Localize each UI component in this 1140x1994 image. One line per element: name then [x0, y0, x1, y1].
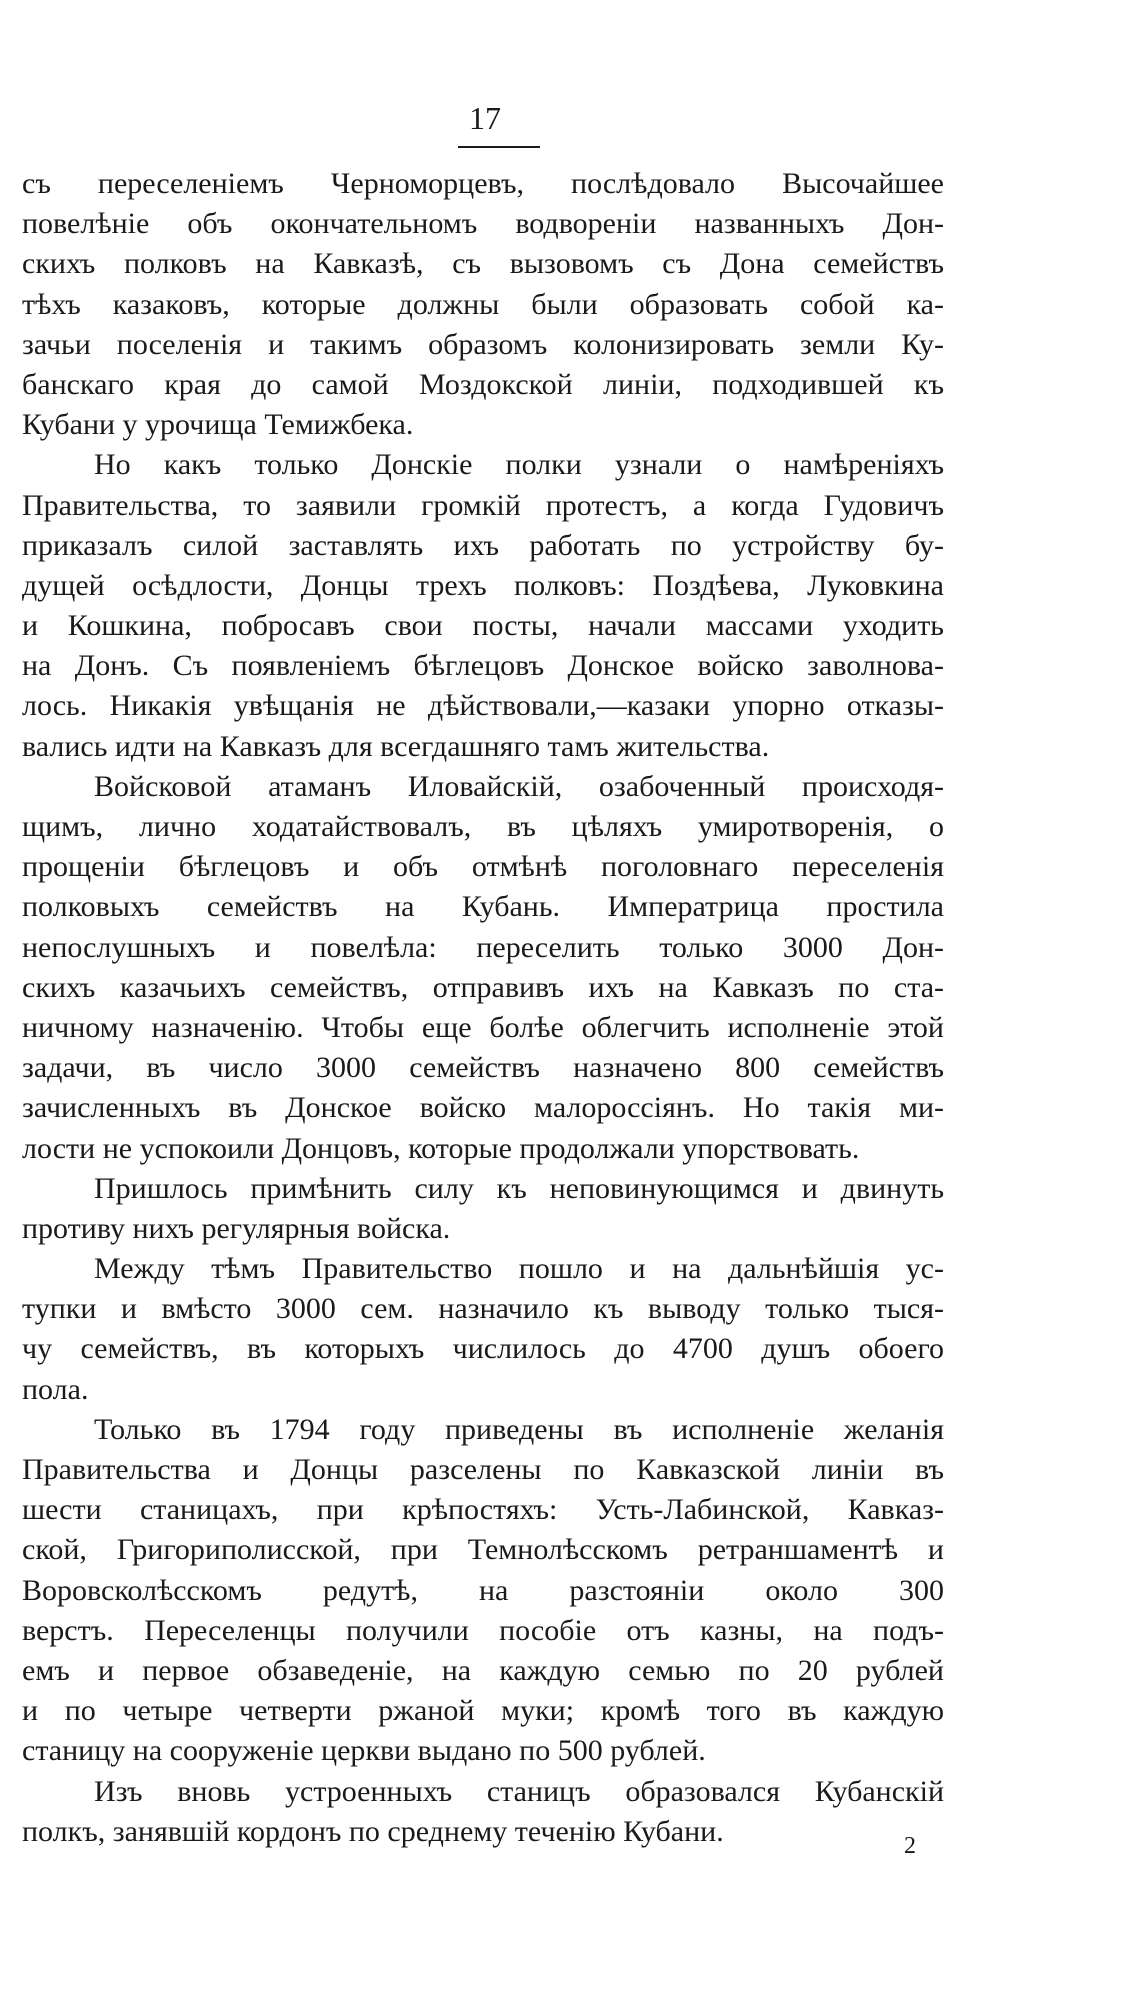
text-line: прощеніи бѣглецовъ и объ отмѣнѣ поголовнаго переселенія [22, 850, 944, 884]
text-line: станицу на сооруженіе церкви выдано по 500 рублей. [22, 1734, 706, 1768]
text-line: Между тѣмъ Правительство пошло и на дальнѣйшія ус- [94, 1252, 944, 1286]
text-line: чу семействъ, въ которыхъ числилось до 4700 душъ обоего [22, 1332, 944, 1366]
page-number-rule [458, 146, 540, 148]
text-line: ничному назначенію. Чтобы еще болѣе облегчить исполненіе этой [22, 1010, 944, 1044]
text-line: тѣхъ казаковъ, которые должны были образовать собой ка- [22, 287, 944, 321]
text-line: ской, Григориполисской, при Темнолѣсскомъ ретраншаментѣ и [22, 1533, 944, 1567]
text-line: Изъ вновь устроенныхъ станицъ образовался Кубанскій [94, 1774, 944, 1808]
page-number: 17 [469, 100, 501, 136]
text-line: Правительства, то заявили громкій протестъ, а когда Гудовичъ [22, 488, 944, 522]
text-line: лости не успокоили Донцовъ, которые продолжали упорствовать. [22, 1131, 860, 1165]
text-line: банскаго края до самой Моздокской линіи, подходившей къ [22, 367, 944, 401]
text-line: пола. [22, 1372, 89, 1406]
text-line: тупки и вмѣсто 3000 сем. назначило къ выводу только тыся- [22, 1292, 944, 1326]
signature-mark: 2 [904, 1833, 916, 1859]
text-line: скихъ казачьихъ семействъ, отправивъ ихъ на Кавказъ по ста- [22, 970, 944, 1004]
text-line: шести станицахъ, при крѣпостяхъ: Усть-Лабинской, Кавказ- [22, 1493, 944, 1527]
text-line: приказалъ силой заставлять ихъ работать по устройству бу- [22, 528, 944, 562]
text-line: емъ и первое обзаведеніе, на каждую семью по 20 рублей [22, 1653, 944, 1687]
text-line: Пришлось примѣнить силу къ неповинующимся и двинуть [94, 1171, 944, 1205]
text-line: непослушныхъ и повелѣла: переселить только 3000 Дон- [22, 930, 944, 964]
body-text [22, 164, 944, 1852]
text-line: Но какъ только Донскіе полки узнали о намѣреніяхъ [94, 448, 944, 482]
text-line: полковыхъ семействъ на Кубань. Императрица простила [22, 890, 944, 924]
text-line: и Кошкина, побросавъ свои посты, начали массами уходить [22, 609, 944, 643]
text-line: на Донъ. Съ появленіемъ бѣглецовъ Донское войско заволнова- [22, 649, 944, 683]
text-line: щимъ, лично ходатайствовалъ, въ цѣляхъ умиротворенія, о [22, 810, 944, 843]
text-line: Воровсколѣсскомъ редутѣ, на разстояніи около 300 [22, 1573, 944, 1607]
text-line: противу нихъ регулярныя войска. [22, 1211, 451, 1245]
text-line: и по четыре четверти ржаной муки; кромѣ того въ каждую [22, 1694, 944, 1728]
text-line: полкъ, занявшій кордонъ по среднему теченію Кубани. [22, 1814, 724, 1848]
text-line: задачи, въ число 3000 семействъ назначено 800 семействъ [22, 1051, 944, 1085]
text-line: съ переселеніемъ Черноморцевъ, послѣдовало Высочайшее [22, 167, 944, 200]
text-line: лось. Никакія увѣщанія не дѣйствовали,—казаки упорно отказы- [22, 689, 944, 723]
text-line: Войсковой атаманъ Иловайскій, озабоченный происходя- [94, 769, 944, 803]
text-line: зачьи поселенія и такимъ образомъ колонизировать земли Ку- [22, 327, 944, 361]
text-line: Только въ 1794 году приведены въ исполненіе желанія [94, 1412, 944, 1446]
text-line: Правительства и Донцы разселены по Кавказской линіи въ [22, 1453, 944, 1486]
text-line: вались идти на Кавказъ для всегдашняго тамъ жительства. [22, 729, 770, 763]
text-line: зачисленныхъ въ Донское войско малороссіянъ. Но такія ми- [22, 1091, 944, 1125]
text-line: скихъ полковъ на Кавказѣ, съ вызовомъ съ Дона семействъ [22, 247, 944, 281]
text-line: Кубани у урочища Темижбека. [22, 408, 414, 442]
text-line: дущей осѣдлости, Донцы трехъ полковъ: Поздѣева, Луковкина [22, 568, 944, 602]
text-line: верстъ. Переселенцы получили пособіе отъ казны, на подъ- [22, 1613, 944, 1647]
text-line: повелѣніе объ окончательномъ водвореніи названныхъ Дон- [22, 207, 944, 241]
